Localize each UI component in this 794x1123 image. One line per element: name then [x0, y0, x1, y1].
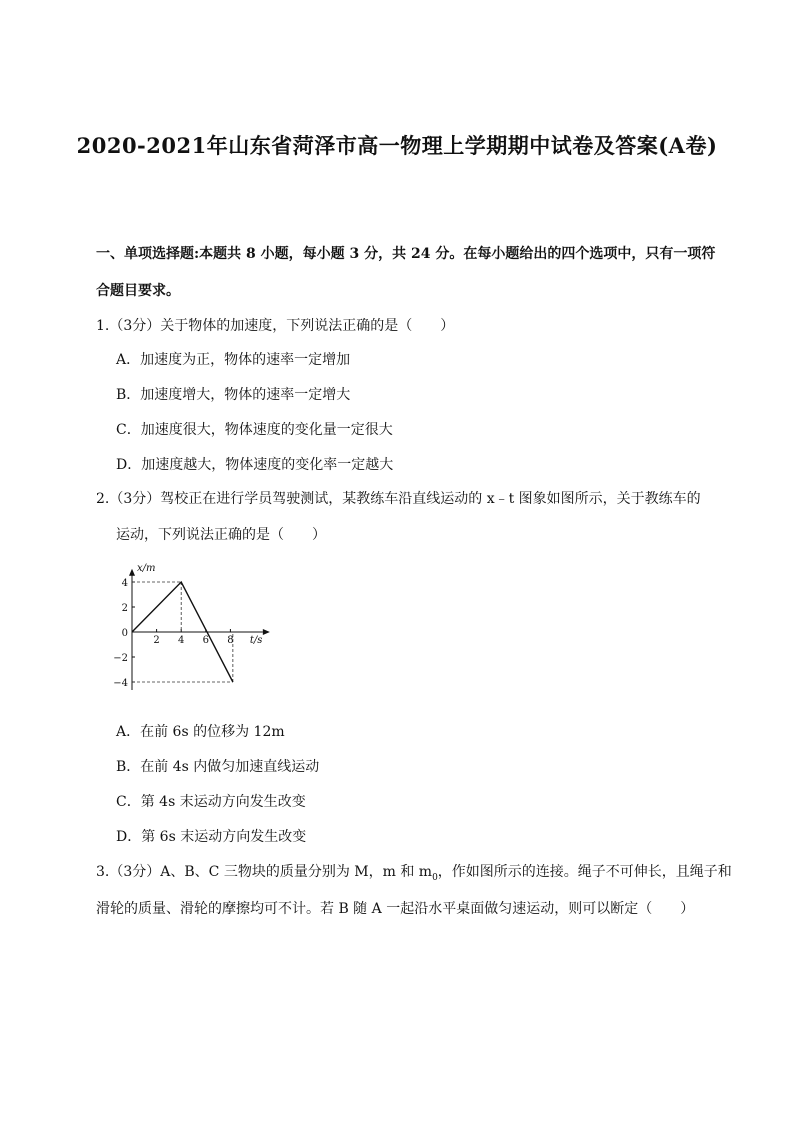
y-tick-label: 0: [121, 628, 128, 639]
x-tick-label: 4: [178, 635, 185, 646]
question-2-stem-line-1: 2.（3分）驾校正在进行学员驾驶测试，某教练车沿直线运动的 x﹣t 图象如图所示，关于教练车的: [96, 491, 701, 507]
x-tick-label: 8: [227, 635, 234, 646]
page-title: 2020-2021年山东省菏泽市高一物理上学期期中试卷及答案(A卷): [76, 133, 718, 158]
x-axis-arrow: [263, 629, 270, 635]
question-2-option-c: C．第 4s 末运动方向发生改变: [116, 794, 306, 810]
y-axis-label: x/m: [137, 563, 156, 574]
question-1-option-a: A．加速度为正，物体的速率一定增加: [116, 352, 351, 368]
question-1-option-d: D．加速度越大，物体速度的变化率一定越大: [116, 457, 394, 473]
question-2-option-a: A．在前 6s 的位移为 12m: [116, 724, 285, 740]
question-3-stem-text-b: ，作如图所示的连接。绳子不可伸长，且绳子和: [437, 864, 732, 880]
x-axis-label: t/s: [249, 635, 263, 646]
question-2-stem-line-2: 运动，下列说法正确的是（ ）: [116, 527, 326, 543]
question-1-stem: 1.（3分）关于物体的加速度，下列说法正确的是（ ）: [96, 318, 455, 334]
question-1-option-b: B．加速度增大，物体的速率一定增大: [116, 387, 351, 403]
x-tick-label: 2: [153, 635, 160, 646]
y-tick-label: 2: [121, 603, 128, 614]
x-t-graph: [112, 560, 272, 690]
question-3-stem-line-2: 滑轮的质量、滑轮的摩擦均可不计。若 B 随 A 一起沿水平桌面做匀速运动，则可以断定（ ）: [96, 901, 695, 917]
section-heading-line-2: 合题目要求。: [96, 283, 180, 299]
x-tick-label: 6: [202, 635, 209, 646]
question-3-subscript: 0: [432, 872, 438, 883]
question-2-option-b: B．在前 4s 内做匀加速直线运动: [116, 759, 320, 775]
question-3-stem-text-a: 3.（3分）A、B、C 三物块的质量分别为 M，m 和 m: [96, 864, 433, 880]
y-tick-label: 4: [121, 578, 128, 589]
question-2-option-d: D．第 6s 末运动方向发生改变: [116, 829, 307, 845]
y-axis-arrow: [129, 569, 135, 576]
section-heading-line-1: 一、单项选择题:本题共 8 小题，每小题 3 分，共 24 分。在每小题给出的四个选项中，只有一项符: [96, 246, 716, 262]
y-tick-label: −4: [113, 678, 128, 689]
y-tick-label: −2: [113, 653, 128, 664]
question-1-option-c: C．加速度很大，物体速度的变化量一定很大: [116, 422, 393, 438]
question-3-stem-line-1: [96, 862, 732, 888]
